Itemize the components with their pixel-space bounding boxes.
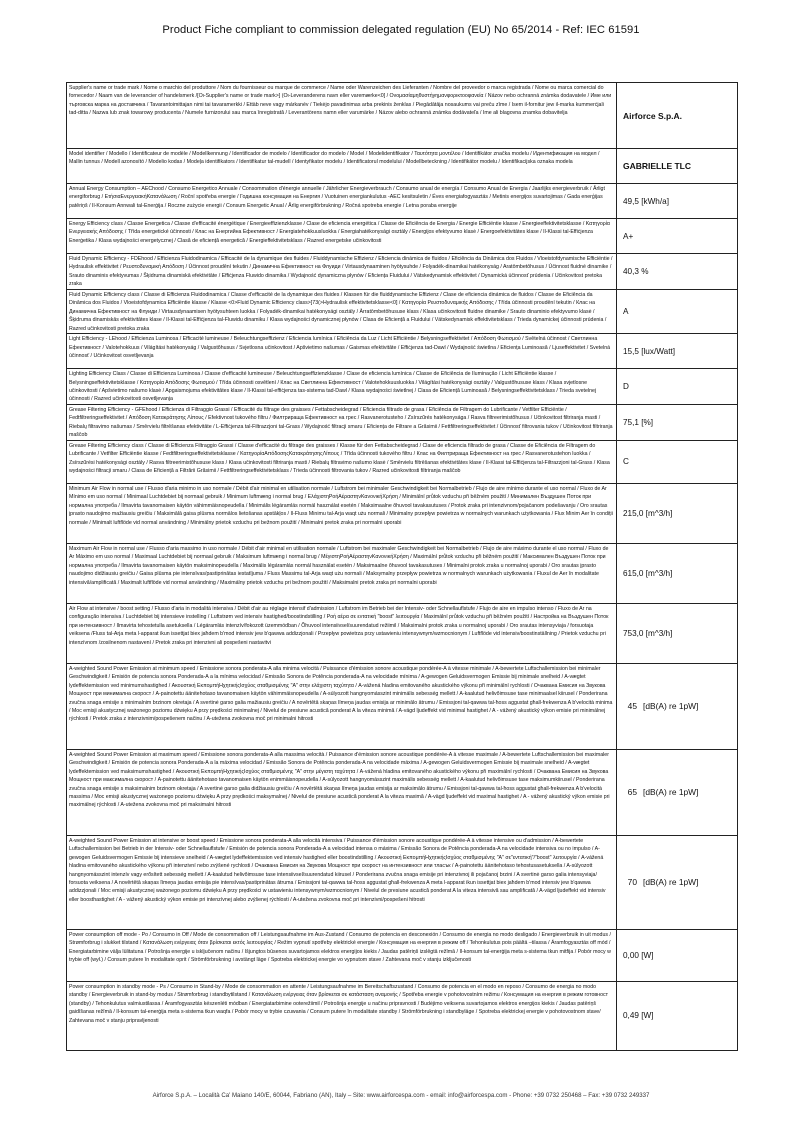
sound-power-max-unit: [dB(A) re 1pW] [643, 787, 699, 798]
sound-power-min-value [617, 663, 738, 749]
table-row [67, 981, 738, 1050]
boost-air-flow-label: Air Flow at intensive / boost setting / Flusso d'aria in modalità intensiva / Débit d'air au réglage intensif d'admission / Luftstrom im Betrieb bei der Intensiv- oder Schnellauflstufe / Flujo de aire en impulso intenso / Fluxo de Ar na configuração intensiva / Luchtdebiet bij intensieve instelling / Luftstrøm ved intensiv hastighed/boostindstilling / Ροή αέρα σε εντατική "boost" λειτουργία / Maximální průtok vzduchu při běžném použití / Настройка на Въздушен Поток при интензивност / Ilmavirta tehostetulla asetuksella / Légáramlás intenzív/fokozott üzemmódban / Õhuvool intensiivsel/suurendatud režiimil / Maksimalni protok zraka u normalnoj uporabi / Oro srautas intensyviaja / forsuotaja veiksena /Fluss tal-Arja meta l-apparat ikun issettjat biex jaħdem b'mod intensiv jew b'qawwa addizzjonali / Przepływ powietrza przy ustawieniu intensywnym/wzmocnionym / Luftflöde vid intensiv/boostinställning / Prietok vzduchu pri intenzívnom /zosilnenom nastavení / Pretok zraka pri intenzivni ali pospešeni nastavitvi [67, 603, 617, 663]
maximum-air-flow-value: 615,0 [m^3/h] [617, 543, 738, 603]
minimum-air-flow-value: 215,0 [m^3/h] [617, 483, 738, 543]
table-row [67, 440, 738, 483]
fluid-dynamic-efficiency-class-label: Fluid Dynamic Efficiency class / Classe di Efficienza Fluidodinamica / Classe d'efficacité de la dynamique des fluides / Klassen für die fluiddynamische Effizienz / Clase de eficiencia dinámica de fluidos / Classe de Eficiência da Dinâmica dos Fluidos / Vloeistofdynamica Efficiëntie klasse / Klasse <0>Fluid Dynamic Efficiency class>]73(>Hydraulisk effektivitetsklasse<0] / Κατηγορία Ρευστοδυναμικής Απόδοσης / Třída účinnosti proudění tekutin / Клас на Динамична Ефективност на Флуиди / Virtausdynaamisen hyötysuhteen luokka / Folyadék-dinamikai hatékonysági osztály / Ārratōmbetōhususe klass / Klasa učinkovitosti fluidne dinamike / Srauto dinaminio efektyvumo klasė / Šķidruma dinamiskās efektivitātes klase / Il-Klassi tal-Effiċjenza tal-Fluwidu dinamiku / Klasa wydajności dynamicznej płynów / Clasa de Eficiență a Fluidului / Vätskedynamisk effektivitetsklass / Trieda dynamickej účinnosti prúdenia / Razred učinkovitosti pretoka zraka [67, 289, 617, 333]
lighting-efficiency-class-label: Lighting Efficiency Class / Classe di Efficienza Luminosa / Classe d'efficacité lumineuse / Beleuchtungseffizienzklasse / Clase de eficiencia lumínica / Classe de Eficiência de Iluminação / Licht Efficiëntie klasse / Belysningseffektivitetsklasse / Κατηγορία Απόδοσης Φωτισμού / Třída účinnosti osvětlení / Клас на Светлинна Ефективност / Valotehokkuusluokka / Világítási hatékonysági osztály / Valgustõhususe klass / Klasa svjetlosne učinkovitosti / Apšvietimo našumo klasė / Apgaismojuma efektivitātes klase / Il-Klassi tal-effiċjenza tas-sistema tad-Dawl / Klasa wydajności świetlnej / Clasa de Eficiență Luminoasă / Belysningseffektivitetsklass / Trieda svetelnej účinnosti / Razred učinkovitosti osvetljevanja [67, 369, 617, 405]
power-off-mode-label: Power consumption off mode - Po / Consumo in Off / Mode de consommation off / Leistungsaufnahme im Aus-Zustand / Consumo de potencia en desconexión / Consumo de energia no modo desligado / Energieverbruik in uit modus / Strømforbrug i slukket tilstand / Κατανάλωση ενέργειας όταν βρίσκεται εκτός λειτουργίας / Režim vypnutí spotřeby elektrické energie / Консумация на енергия в режим off / Tehonkulutus pois päältä –tilassa / Áramfogyasztás off mód / Energiatarbimine välja lülitatuna / Potrošnja energije u isključenom načinu / Išjungtos būsenos suvartojamos elektros energijos kiekis / Jaudas patēriņš izslēgtā režīmā / Il-konsum tal-enerġija meta s-sistema tkun mitfija / Pobór mocy w trybie off (wył.) / Consum putere în modalitate oprit / Strömförbrukning i avstängt läge / Spotreba elektrickej energie vo vypnutom stave / Zahtevana moč v stanju izključenosti [67, 929, 617, 981]
table-row [67, 149, 738, 184]
table-row [67, 603, 738, 663]
sound-power-max-label: A-weighted Sound Power Emission at maximum speed / Emissione sonora ponderata-A alla massima velocità / Puissance d'émission sonore acoustique pondérée-A à vitesse maximale / A-bewertete Luftschallemission bei maximaler Geschwindigkeit / Emisión de potencia sonora Ponderada-A a la máxima velocidad / Emissão Sonora de Potência ponderada-A na velocidade máxima / A-gewogen Geluidsvermogen Emissie bij maximale snelheid / A-vægtet lydeffektemission ved maksimumshastighed / Ακουστική ΕκπομπήΗχητικήςΙσχύος σταθμισμένης "Α" στην μέγιστη ταχύτητα / A-vážená hladina emitovaného akustického výkonu při maximální rychlosti / Очаквана Емисия на Звукова Мощност при максимална скорост / A-painotettu äänitehotaso tavanomaisen käytön enimmäisnopeudella / A-súlyozott hangnyomásszint maximális sebesség mellett / A-kaalutud helivõimsuse tase maksimumkiirusel / Ponderirana zvučna snaga emisije s maksimalnim brzinom okretaja / A svertinė garso galia didžiausiu greičiu / A novērtētā skaņas līmeņa jaudas emisija ar maksimālo ātrumu / Emissjoni tal-qawwa tal-ħoss aggustat għall-frekwenza A b'velocità massima / Moc emisji akustycznej ważonego poziomu dźwięku A przy prędkości maksymalnej / Nivelul de presiune acustică ponderat A la viteza maximă / A-vägd ljudeffekt vid maximal hastighet / A - vážený akustický výkon emisie pri maximálnej rýchlosti / A-utežena zvokovna moč pri maksimalni hitrosti [67, 749, 617, 835]
table-row [67, 929, 738, 981]
power-off-mode-value: 0,00 [W] [617, 929, 738, 981]
energy-efficiency-class-label: Energy Efficiency class / Classe Energetica / Classe d'efficacité énergétique / Energieeffizienzklasse / Clase de eficiencia energética / Classe de Eficiência de Energia / Energie Efficiëntie klasse / Energieeffektivitetsklasse / Κατηγορία Ενεργειακής Απόδοσης / Třída energetické účinnosti / Клас на Енергийна Ефективност / Energiatehokkuusluokka / Energiahatékonysági osztály / Energijos efektyvumo klasė / Energoefektivitātes klase / Il-Klassi tal-Effiċjenza Enerġetika / Klasa wydajności energetycznej / Clasă de eficiență energetică / Energieffektivitetsklass / Razred energetske učinkovitosti [67, 219, 617, 254]
annual-energy-consumption-value: 49,5 [kWh/a] [617, 184, 738, 219]
annual-energy-consumption-label: Annual Energy Consumption – AEChood / Consumo Energetico Annuale / Consommation d'énergie annuelle / Jährlicher Energieverbrauch / Consumo anual de energía / Consumo Anual de Energia / Jaarlijks energieverbruik / Årligt energiforbrug / ΕτήσιαΕνεργειακήΚατανάλωση / Roční spotřeba energie / Годишна консумация на Енергия / Vuotuinen energiankulutus -AEC kesitsuletin / Éves energiafogyasztás / Metinis energijos suvartojimas / Gada enerģijas patēriņš / Il-Konsum Annwali tal-Enerġija / Roczne zużycie energii / Consum Energetic Anual / Årlig energiförbrukning / Ročná spotreba energie / Letna poraba energije [67, 184, 617, 219]
fluid-dynamic-efficiency-class-value: A [617, 289, 738, 333]
table-row [67, 483, 738, 543]
table-row [67, 749, 738, 835]
supplier-name-value: Airforce S.p.A. [617, 83, 738, 149]
table-row [67, 184, 738, 219]
table-row [67, 219, 738, 254]
power-standby-mode-label: Power consumption in standby mode - Ps / Consumo in Stand-by / Mode de consommation en attente / Leistungsaufnahme im Bereitschaftszustand / Consumo de potencia en el modo en reposo / Consumo de energia no modo standby / Energieverbruik in stand-by modus / Strømforbrug i standbytilstand / Κατανάλωση ενέργειας όταν βρίσκεται σε κατάσταση αναμονής / Spotřeba energie v pohotovostním režimu / Консумация на енергия в режим готовност (standby) / Tehonkulutus valmiustilassa / Áramfogyasztás készenléti módban / Energiatarbimine ooterežiimil / Potrošnja energije u načinu pripravnosti / Budėjimo veiksena suvartojamos elektros energijos kiekis / Jaudas patēriņš gaidīšanas režīmā / Il-konsum tal-enerġija meta s-sistema tkun waqfa / Pobór mocy w trybie czuwania / Consum putere în modalitate standby / Strömförbrukning i standbyläge / Spotreba elektrickej energie v pohotovostnom stave/ Zahtevana moč v stanju pripravljenosti [67, 981, 617, 1050]
light-efficiency-value: 15,5 [lux/Watt] [617, 334, 738, 369]
company-footer: Airforce S.p.A. – Località Ca' Maiano 140/E, 60044, Fabriano (AN), Italy – Site: www.airforcespa.com - email: info@airforcespa.com - Phone: +39 0732 250468 – Fax: +39 0732 249337 [152, 1092, 650, 1099]
table-row [67, 404, 738, 440]
model-identifier-label: Model identifier / Modello / Identificateur de modèle / Modellkennung / Identificador de modelo / Identificador do modelo / Model / Modelidentifikator / Ταυτότητα μοντέλου / Identifikátor značka modelu / Идентификация на модел / Mallin tunnus / Modell azonosító / Modelio kodas / Modeļa identifikators / Identifikatur tal-mudell / Identyfikator modelu / Identificatorul modelului / Modellbeteckning / Identifikátor modelu / Identifikacijska oznaka modela [67, 149, 617, 184]
sound-power-boost-value [617, 835, 738, 929]
page-title: Product Fiche compliant to commission delegated regulation (EU) No 65/2014 - Ref: IEC 61591 [162, 24, 640, 36]
table-row [67, 663, 738, 749]
sound-power-boost-unit: [dB(A) re 1pW] [643, 877, 699, 888]
model-identifier-value: GABRIELLE TLC [617, 149, 738, 184]
table-row [67, 83, 738, 149]
table-row [67, 369, 738, 405]
grease-filtering-efficiency-class-value: C [617, 440, 738, 483]
product-fiche-table [66, 82, 738, 1051]
table-row [67, 543, 738, 603]
sound-power-max-value [617, 749, 738, 835]
grease-filtering-efficiency-value: 75,1 [%] [617, 404, 738, 440]
grease-filtering-efficiency-class-label: Grease Filtering Efficiency class / Classe di Efficienza Filtraggio Grassi / Classe d'efficacité du filtrage des graisses / Klasse für den Fettabscheidegrad / Clase de eficiencia filtrado de grasa / Classe de Eficiência de Filtragem do Lubrificante / Vetfilter Efficiëntie klasse / Fedtfiltreringseffektivitetsklasse / ΚατηγορίαΑπόδοσηςΚατακράτησηςΛίπους / Třída účinnosti tukového filtru / Клас на Филтрираща Ефективност на грес / Rasvanerotustehon luokka / Zsírszűrési hatékonysági osztály / Rasva filtreerimistõhususe klass / Klasa učinkovitosti filtriranja masti / Riebalų filtravimo našumo klasė / Smērvielu filtrēšanas efektivitātes klase / Il-Klassi tal-Effiċjenza tal-Filtrazzjoni tal-Grass / Klasa wydajności filtracji smaru / Clasa de Eficiență a Filtrării Grăsimii / Fettfiltreringseffektivitetsklass / Trieda účinnosti filtrovania tukov / Razred učinkovitosti filtriranja maščob [67, 440, 617, 483]
lighting-efficiency-class-value: D [617, 369, 738, 405]
table-row [67, 334, 738, 369]
power-standby-mode-value: 0,49 [W] [617, 981, 738, 1050]
sound-power-boost-label: A-weighted Sound Power Emission at intensive or boost speed / Emissione sonora ponderata-A alla velocità intensiva / Puissance d'émission sonore acoustique pondérée-A à vitesse intensive ou d'admission / A-bewertete Luftschallemission bei Betrieb in der Intensiv- oder Schnellauflstufe / Emisión de potencia sonora Ponderada-A a velocidad intensa o máxima / Emissão Sonora de Potência ponderada-A na velocidade intensiva ou no impulso / A-gewogen Geluidsvermogen Emissie bij intensieve snelheid / A-vægtet lydeffektemission ved intensiv hastighed eller boostindstilling / Ακουστική ΕκπομπήΗχητικήςΙσχύος σταθμισμένης "Α" σε"εντατική"/"boost" λειτουργία / A-vážená hladina emitovaného akustického výkonu při intenzivní nebo zvýšené rychlosti / Очаквана Емисия на Звукова Мощност при скорост на интензивност или тласък / A-painotettu äänitehotaso tehostusasetuksella / A-súlyozott hangnyomásszint intenzív vagy erősített sebesség mellett / A-kaalutud helivõimsuse tase intensiivsel/suurendatud kiirusel / Ponderirana zvučna snaga emisije pri intenzivnoj ili pojačanoj brzini / A svertinė garso galia intensyviaja/ forsuota veiksena / A novērtētā skaņas līmeņa jaudas emisija pie intensīvas/pastiprinātas ātruma / Emissjoni tal-qawwa tal-ħoss aggustat għall-frekwenza A meta l-apparat ikun issettjat biex jaħdem b'mod intensiv jew b'qawwa addizzjonali / Moc emisji akustycznej ważonego poziomu dźwięku A przy prędkości w ustawieniu intensywnym/wzmocnionym / Nivelul de presiune acustică ponderat A la viteza intensivă sau amplificată / A-vägd ljudeffekt vid intensiv eller boosthastighet / A - vážený akustický výkon emisie pri intenzívnej alebo zvýšenej rýchlosti / A-utežena zvokovna moč pri intenzivni/pospešeni hitrosti [67, 835, 617, 929]
energy-efficiency-class-value: A+ [617, 219, 738, 254]
table-row [67, 254, 738, 290]
sound-power-min-unit: [dB(A) re 1pW] [643, 701, 699, 712]
sound-power-min-label: A-weighted Sound Power Emission at minimum speed / Emissione sonora ponderata-A alla minima velocità / Puissance d'émission sonore acoustique pondérée-A à vitesse minimale / A-bewertete Luftschallemission bei minimaler Geschwindigkeit / Emisión de potencia sonora Ponderada-A a la mínima velocidad / Emissão Sonora de Potência ponderada-A na velocidade mínima / A-gewogen Geluidsvermogen Emissie bij minimale snelheid / A-vægtet lydeffektemission ved minimumshastighed / Ακουστική ΕκπομπήΗχητικήςΙσχύος σταθμισμένης "Α" στην ελάχιστη ταχύτητα / A-vážená hladina emitovaného akustického výkonu při minimální rychlosti / Очаквана Емисия на Звукова Мощност при минимална скорост / A-painotettu äänitehotaso tavanomaisen käytön vähimmäisnopeudella / A-súlyozott hangnyomásszint minimális sebesség mellett / A-kaalutud helivõimsuse tase minimaalsel kiirusel / Ponderirana zvučna snaga emisije s minimalnim brzinom okretaja / A svertinė garso galia mažiausiu greičiu / A novērtētā skaņas līmeņa jaudas emisija ar minimālo ātrumu / Emissjoni tal-qawwa tal-ħoss aggustat għall-frekwenza A b'velocità minima / Moc emisji akustycznej ważonego poziomu dźwięku A przy prędkości minimalnej / Nivelul de presiune acustică ponderat A la viteza minimă / A-vägd ljudeffekt vid minimal hastighet / A - vážený akustický výkon emisie pri minimálnej rýchlosti / Pretok zraka z intenzivnim/pospešenem načinu / A-utežena zvokovna moč pri minimalni hitrosti [67, 663, 617, 749]
sound-power-max-number: 65 [627, 787, 637, 798]
table-row [67, 289, 738, 333]
supplier-name-label: Supplier's name or trade mark / Nome o marchio del produttore / Nom du fournisseur ou marque de commerce / Name oder Warenzeichen des Lieferanten / Nombre del proveedor o marca registrada / Nome ou marca comercial do fornecedor / Naam van de leverancier of handelsmerk /[Οι-Supplier's name or trade mark>] (Οι-Leveranderens navn eller varemærke<0] / Ονομασίαμηθυστήγημανφορικτοοφανεία / Názov nebo ochranná známka dodavatele / Име или търговска марка на доставчика / Tavarantoimittajan nimi tai tavaramerkki / Ettäb neve vagy márkanév / Tiekėjo pavadinimas arba prekinis ženklas / Piegādātāja nosaukums vai preču zīme / Isem il-fornitur jew il-marka kummerċjali tad-ditta / Nazwa lub znak towarowy producenta / Numele furnizorului sau marca înregistrată / Leverantörens namn eller varumärke / Názov alebo ochranná známka dodávateľa / Ime ali blagovna znamka dobavitelja [67, 83, 617, 149]
fluid-dynamic-efficiency-value: 40,3 % [617, 254, 738, 290]
sound-power-min-number: 45 [627, 701, 637, 712]
maximum-air-flow-label: Maximum Air Flow in normal use / Flusso d'aria massimo in uso normale / Débit d'air minimal en utilisation normale / Luftstrom bei maximaler Geschwindigkeit bei Normalbetrieb / Flujo de aire máximo durante el uso normal / Fluxo de Ar Máximo em uso normal / Maximaal Luchtdebiet bij normaal gebruik / Maksimum luftmæng i normal brug / ΜέγιστηΡοήΑέραστηνΚανονικήΧρήση / Maximální průtok vzduchu při běžném použití / Максимален Въздушен Поток при нормална употреба / Ilmavirta tavanomaisen käytön maksiminopeudella / Maximális légáramlás normál használat esetén / Maksimaalne õhuvool tavakasutuses / Minimalni protok zraka u normalnoj uporabi / Oro srautas įprasto naudojimo didžiausiu greičiu / Gaisa plūsma pie intensīvas/pastiprinātas iestatījuma / Fluss Massimu tal-Arja waqt użu normali / Maksymalny przepływ powietrza w normalnych warunkach użytkowania / Fluxul de Aer în modalitate intensivă/amplificată / Maximalt luftflöde vid normal användning / Maximálny prietok vzduchu pri bežnom použití / Maksimalni pretok zraka pri normalni uporabi [67, 543, 617, 603]
grease-filtering-efficiency-label: Grease Filtering Efficiency - GFEhood / Efficienza di Filtraggio Grassi / Efficacité du filtrage des graisses / Fettabscheidegrad / Eficiencia filtrado de grasa / Eficiência de Filtragem do Lubrificante / Vetfilter Efficiëntie / Fedtfiltreringseffektivitet / Απόδοση Κατακράτησης Λίπους / Efektivnost tukového filtru / Филтрираща Ефективност на грес / Rasvanerotusteho / Zsírszűrés hatékonysága / Rasva filtreerimistõhusus / Učinkovitost filtriranja masti / Riebalų filtravimo našumas / Smērvielu filtrēšanas efektivitāte / L-Effiċjenza tal-Filtrazzjoni tal-Grass / Wydajność filtracji smaru / Eficiența de Filtrare a Grăsimii / Fettfiltreringseffektivitet / Účinnosť filtrovania tukov / Učinkovitost filtriranja maščob [67, 404, 617, 440]
minimum-air-flow-label: Minimum Air Flow in normal use / Flusso d'aria minimo in uso normale / Débit d'air minimal en utilisation normale / Luftstrom bei minimaler Geschwindigkeit bei Normalbetrieb / Flujo de aire mínimo durante el uso normal / Fluxo de Ar Mínimo em uso normal / Minimaal Luchtdebiet bij normaal gebruik / Minimum luftmæng i normal brug / ΕλάχιστηΡοήΑέραστηνΚανονικήΧρήση / Minimální průtok vzduchu při běžném použití / Минимален Въздушен Поток при нормална употреба / Ilmavirta tavanomaisen käytön vähimmäisnopeudella / Minimális légáramlás normál használat esetén / Maksimaalne õhuvool tavakasutuses / Protok zraka pri intenzivnom/pojačanom podešavanju / Oro srautas įprasto naudojimo mažiausiu greičiu / Maksimālā gaisa plūsma normālos lietošanas apstākļos / Il-Fluss Minimu tal-Arja waqt użu normali / Minimalny przepływ powietrza w normalnych warunkach użytkowania / Flux Minim Aer în condiții normale / Minimalt luftflöde vid normal användning / Minimálny prietok vzduchu pri bežnom použití / Minimalni pretok zraka pri normalni uporabi [67, 483, 617, 543]
table-row [67, 835, 738, 929]
sound-power-boost-number: 70 [627, 877, 637, 888]
fluid-dynamic-efficiency-label: Fluid Dynamic Efficiency - FDEhood / Efficienza Fluidodinamica / Efficacité de la dynamique des fluides / Fluiddynamische Effizienz / Eficiencia dinámica de fluidos / Eficiência da Dinâmica dos Fluidos / Vloeistofdynamische Efficiëntie / Hydraulisk effektivitet / Ρευστοδυναμική Απόδοση / Účinnost proudění tekutin / Динамична Ефективност на Флуиди / Virtausdynaaminen hyötysuhde / Folyadék-dinamikai hatékonyság / Aratōmbetōhusus / Účinnost fluidné dinamike / Srauto dinaminis efektyvumas / Šķidruma dinamiskā efektivitāte / Effiċjenza Fluwido dinamika / Wydajność dynamiczna płynów / Eficiența Fluidului / Vätskedynamisk effektivitet / Dynamická účinnosť prúdenia / Učinkovitost pretoka zraka [67, 254, 617, 290]
light-efficiency-label: Light Efficiency - LEhood / Efficienza Luminosa / Efficacité lumineuse / Beleuchtungseffizienz / Eficiencia lumínica / Eficiência da Luz / Licht Efficiëntie / Belysningseffektivitet / Απόδοση Φωτισμού / Světelná účinnost / Светлинна Ефективност / Valotehokkuus / Világítási hatékonyság / Valgustõhusus / Svjetlosna učinkovitost / Apšvietimo našumas / Gaismas efektivitāte / Effiċjenza tad-Dawl / Wydajność świetlna / Eficiența Luminoasă / Ljuseffektivitet / Svetelná účinnosť / Učinkovitost osvetljevanja [67, 334, 617, 369]
boost-air-flow-value: 753,0 [m^3/h] [617, 603, 738, 663]
